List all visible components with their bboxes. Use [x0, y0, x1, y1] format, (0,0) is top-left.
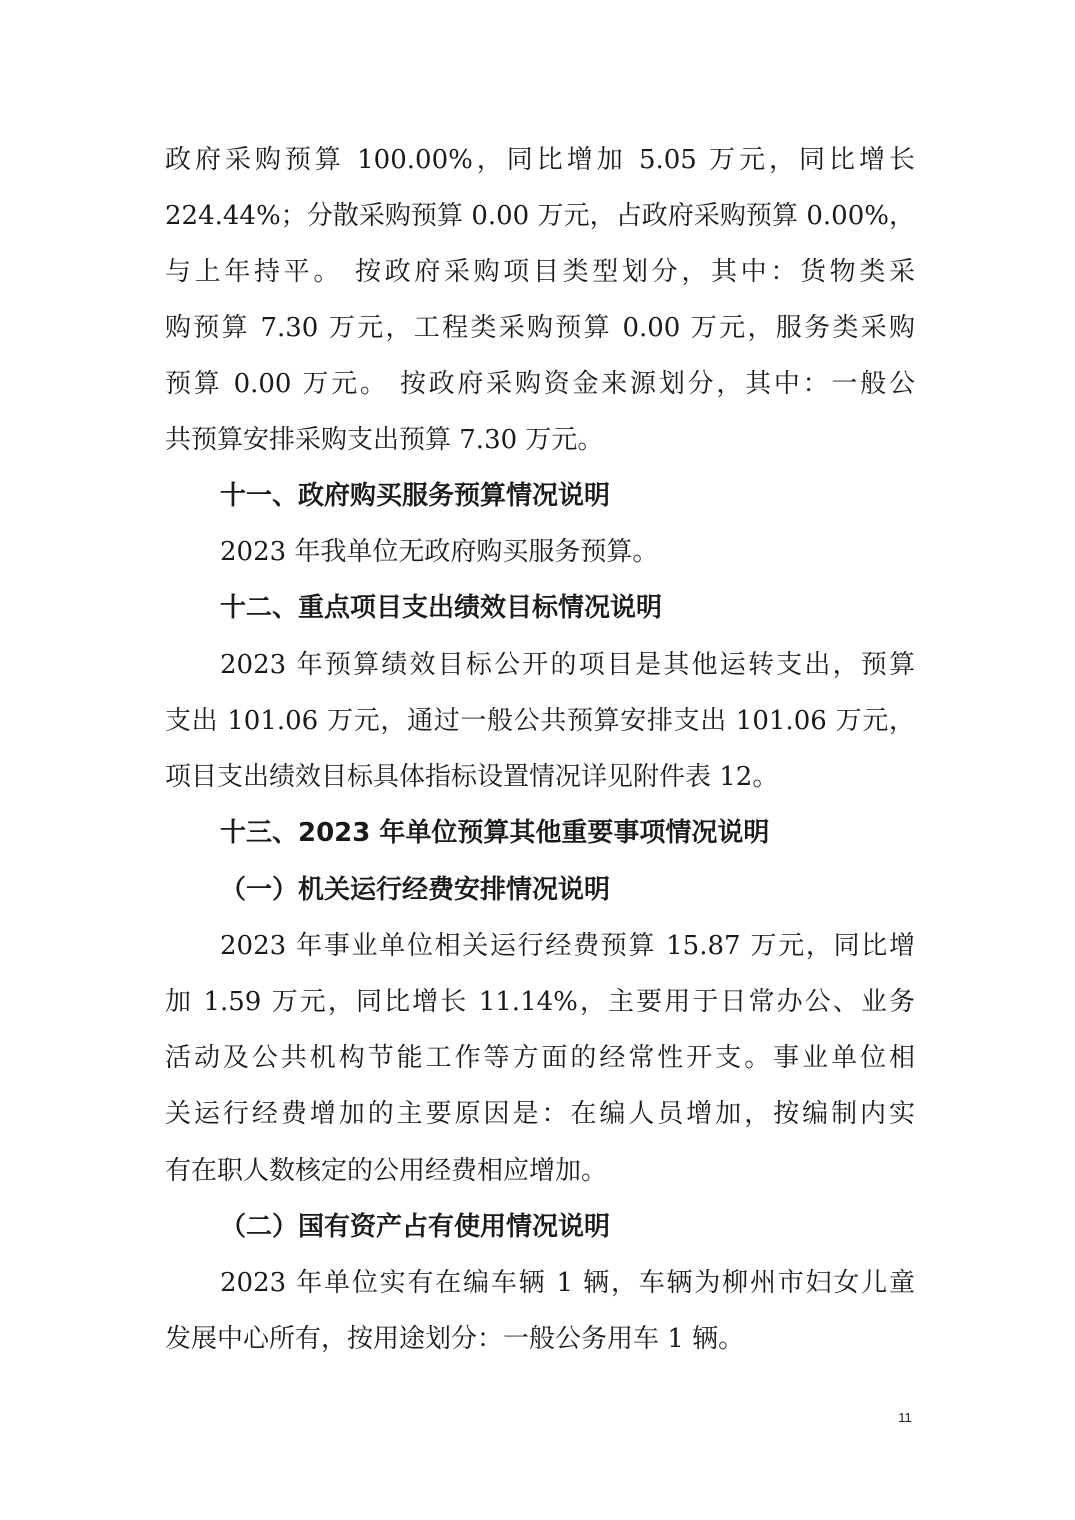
subsection-heading-13-2: （二）国有资产占有使用情况说明 — [220, 1212, 611, 1242]
paragraph-line: 2023 年我单位无政府购买服务预算。 — [220, 537, 659, 567]
paragraph-line: 支出 101.06 万元，通过一般公共预算安排支出 101.06 万元， — [165, 706, 915, 736]
section-heading-11: 十一、政府购买服务预算情况说明 — [220, 481, 611, 511]
page-number: 11 — [898, 1410, 912, 1425]
paragraph-line: 共预算安排采购支出预算 7.30 万元。 — [165, 425, 604, 455]
paragraph-line: 预算 0.00 万元。 按政府采购资金来源划分，其中：一般公 — [165, 369, 915, 399]
paragraph-line: 发展中心所有，按用途划分：一般公务用车 1 辆。 — [165, 1324, 745, 1354]
section-heading-12: 十二、重点项目支出绩效目标情况说明 — [220, 593, 663, 623]
paragraph-line: 2023 年事业单位相关运行经费预算 15.87 万元，同比增 — [220, 931, 915, 961]
paragraph-line: 关运行经费增加的主要原因是：在编人员增加，按编制内实 — [165, 1099, 915, 1129]
paragraph-line: 加 1.59 万元，同比增长 11.14%，主要用于日常办公、业务 — [165, 987, 915, 1017]
paragraph-line: 政府采购预算 100.00%，同比增加 5.05 万元，同比增长 — [165, 145, 915, 175]
paragraph-line: 2023 年预算绩效目标公开的项目是其他运转支出，预算 — [220, 650, 915, 680]
section-heading-13: 十三、2023 年单位预算其他重要事项情况说明 — [220, 818, 770, 848]
paragraph-line: 2023 年单位实有在编车辆 1 辆，车辆为柳州市妇女儿童 — [220, 1268, 915, 1298]
paragraph-line: 224.44%；分散采购预算 0.00 万元，占政府采购预算 0.00%， — [165, 201, 915, 231]
paragraph-line: 与上年持平。 按政府采购项目类型划分，其中：货物类采 — [165, 257, 915, 287]
subsection-heading-13-1: （一）机关运行经费安排情况说明 — [220, 875, 611, 905]
paragraph-line: 项目支出绩效目标具体指标设置情况详见附件表 12。 — [165, 762, 779, 792]
paragraph-line: 活动及公共机构节能工作等方面的经常性开支。事业单位相 — [165, 1043, 915, 1073]
paragraph-line: 购预算 7.30 万元，工程类采购预算 0.00 万元，服务类采购 — [165, 313, 915, 343]
paragraph-line: 有在职人数核定的公用经费相应增加。 — [165, 1156, 608, 1186]
